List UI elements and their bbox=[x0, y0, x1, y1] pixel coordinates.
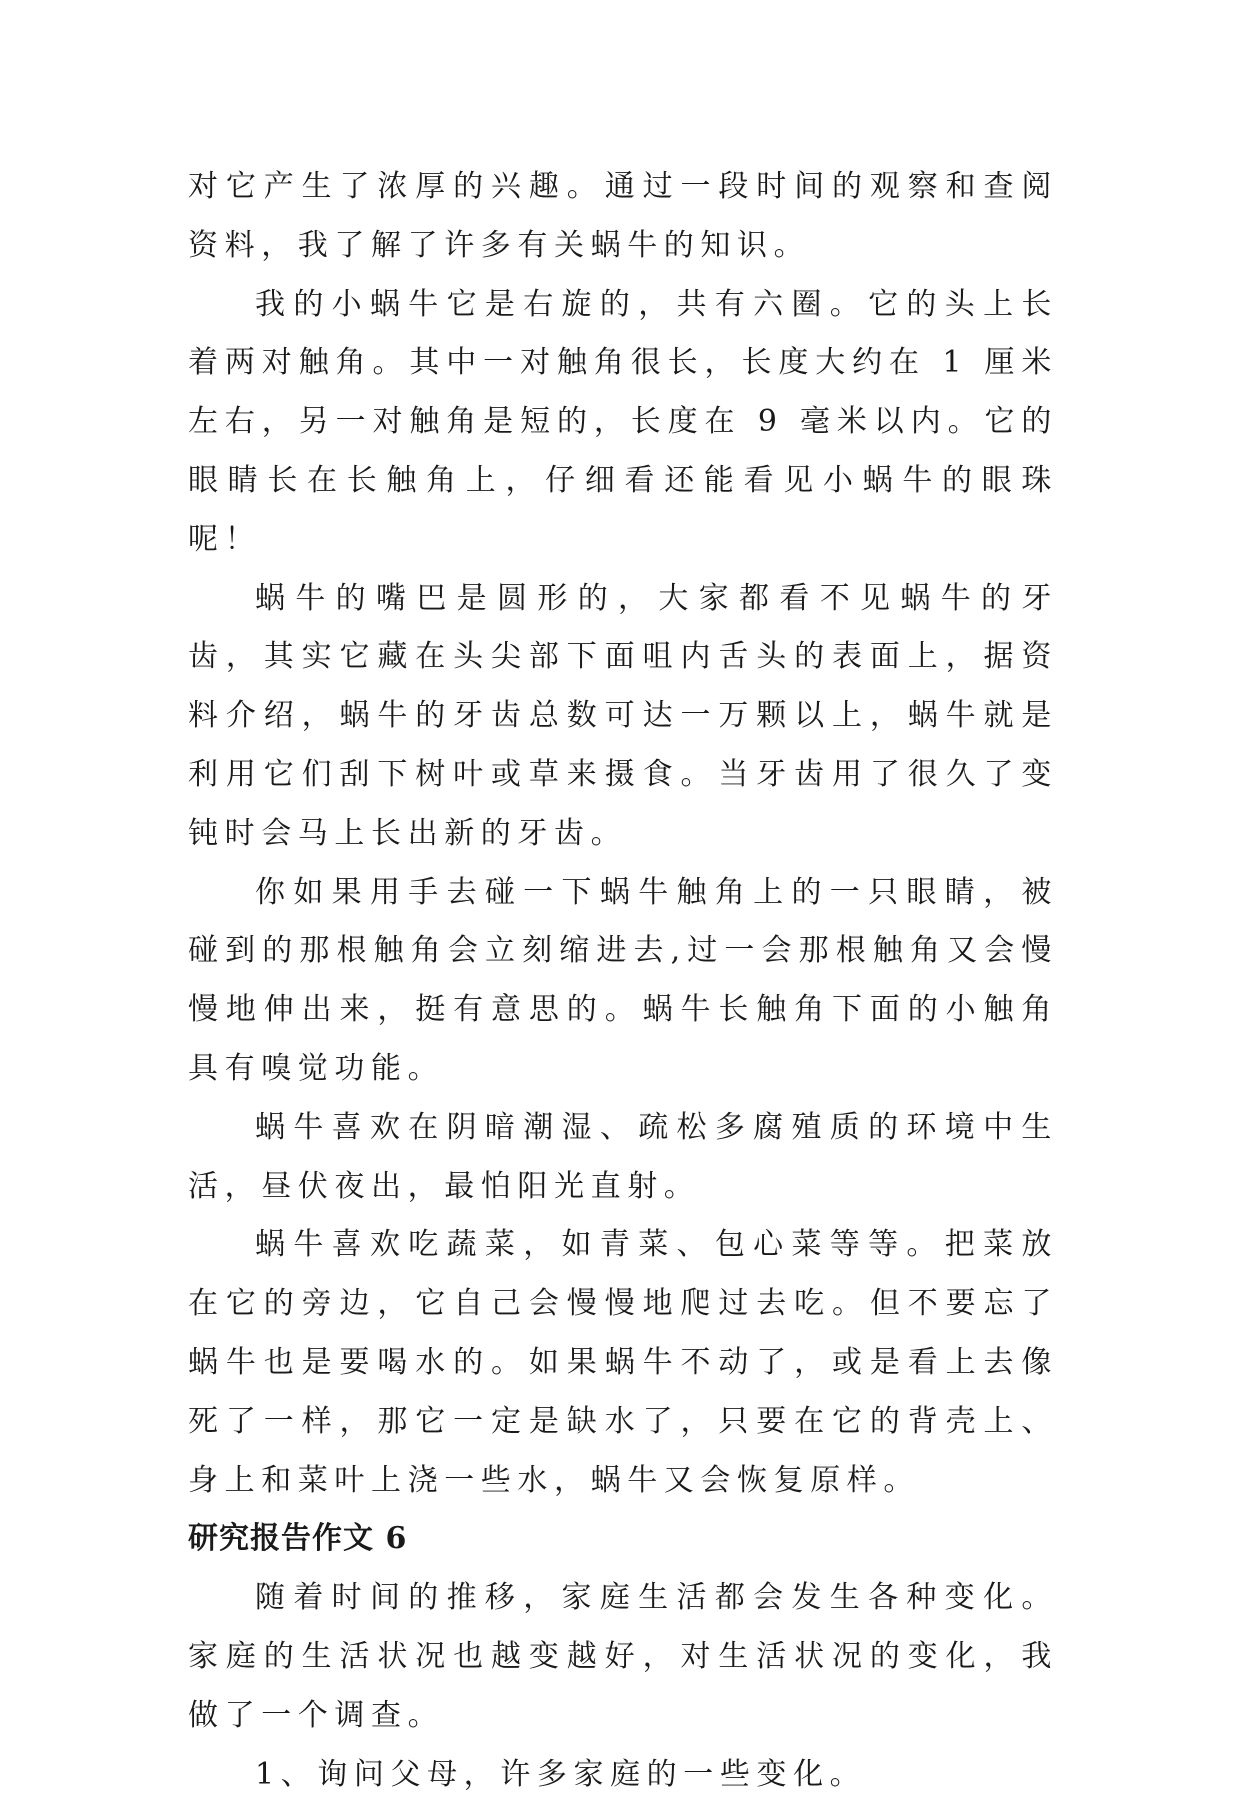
paragraph-8: 1、询问父母，许多家庭的一些变化。 bbox=[255, 1756, 867, 1792]
paragraph-5: 蜗牛喜欢在阴暗潮湿、疏松多腐殖质的环境中生活，昼伏夜出，最怕阳光直射。 bbox=[188, 1109, 1058, 1204]
paragraph-7: 随着时间的推移，家庭生活都会发生各种变化。家庭的生活状况也越变越好，对生活状况的变化，我做了一个调查。 bbox=[188, 1580, 1058, 1733]
paragraph-6: 蜗牛喜欢吃蔬菜，如青菜、包心菜等等。把菜放在它的旁边，它自己会慢慢地爬过去吃。但不要忘了蜗牛也是要喝水的。如果蜗牛不动了，或是看上去像死了一样，那它一定是缺水了，只要在它的背壳上、身上和菜叶上浇一些水，蜗牛又会恢复原样。 bbox=[188, 1227, 1058, 1498]
paragraph-3: 蜗牛的嘴巴是圆形的，大家都看不见蜗牛的牙齿，其实它藏在头尖部下面咀内舌头的表面上，据资料介绍，蜗牛的牙齿总数可达一万颗以上，蜗牛就是利用它们刮下树叶或草来摄食。当牙齿用了很久了变钝时会马上长出新的牙齿。 bbox=[188, 580, 1058, 851]
paragraph-2: 我的小蜗牛它是右旋的，共有六圈。它的头上长着两对触角。其中一对触角很长，长度大约在 1 厘米左右，另一对触角是短的，长度在 9 毫米以内。它的眼睛长在长触角上，仔细看还能看见小蜗牛的眼珠呢！ bbox=[188, 286, 1058, 557]
section-heading: 研究报告作文 6 bbox=[188, 1521, 408, 1557]
document-page bbox=[188, 158, 1058, 1804]
paragraph-1: 对它产生了浓厚的兴趣。通过一段时间的观察和查阅资料，我了解了许多有关蜗牛的知识。 bbox=[188, 169, 1058, 263]
paragraph-4: 你如果用手去碰一下蜗牛触角上的一只眼睛，被碰到的那根触角会立刻缩进去,过一会那根触角又会慢慢地伸出来，挺有意思的。蜗牛长触角下面的小触角具有嗅觉功能。 bbox=[188, 874, 1058, 1086]
